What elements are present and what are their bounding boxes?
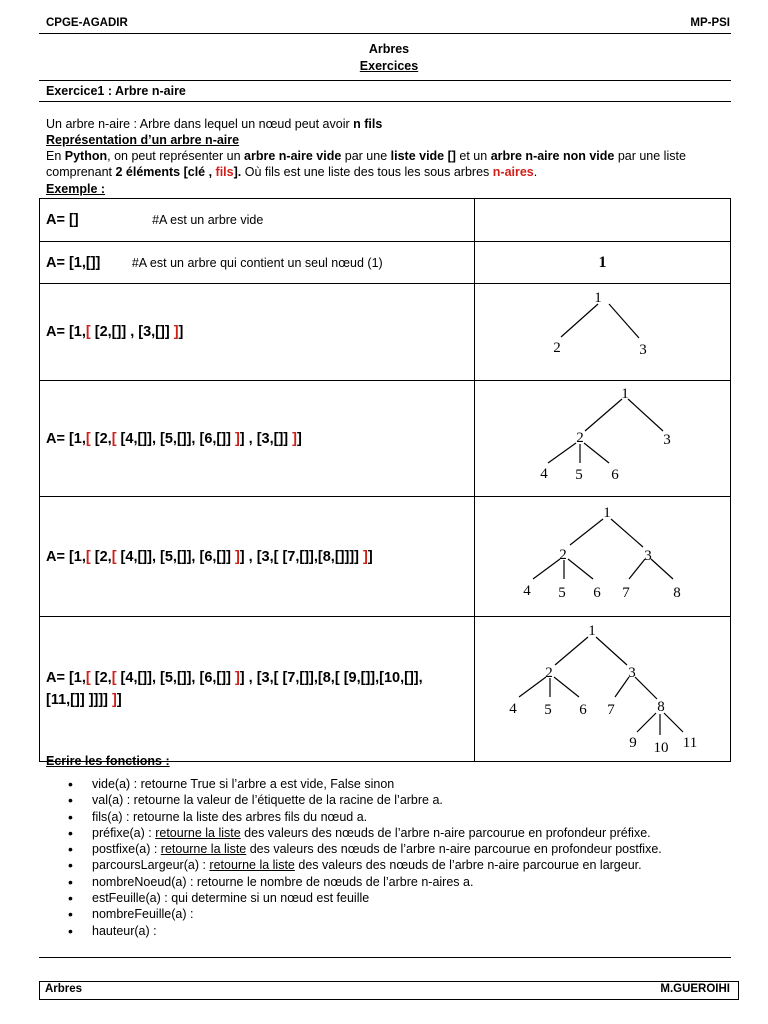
tree-node-label: 3 xyxy=(663,432,671,448)
list-item: • val(a) : retourne la valeur de l’étiquette de la racine de l’arbre a. xyxy=(92,792,662,808)
representation-line-2: comprenant 2 éléments [clé , fils]. Où fils est une liste des tous les sous arbres n-aires. xyxy=(46,165,538,179)
header-rule xyxy=(39,33,731,34)
functions-heading: Ecrire les fonctions : xyxy=(46,754,170,768)
tree-node-label: 4 xyxy=(523,583,531,599)
example-code: A= [1,[ [2,[ [4,[]], [5,[]], [6,[]] ]] , [3,[]] ]] xyxy=(46,430,302,447)
example-tree-cell xyxy=(475,284,731,381)
tree-node-label: 7 xyxy=(607,702,615,718)
example-row-empty xyxy=(40,199,731,242)
exercise-title: Exercice1 : Arbre n-aire xyxy=(46,84,186,98)
functions-list xyxy=(46,776,662,939)
list-item: • préfixe(a) : retourne la liste des valeurs des nœuds de l’arbre n-aire parcourue en profondeur préfixe. xyxy=(92,825,662,841)
header-left: CPGE-AGADIR xyxy=(46,17,128,29)
example-tree-cell xyxy=(475,617,731,762)
examples-table xyxy=(39,198,731,762)
tree-node-label: 2 xyxy=(559,547,567,563)
footer-right: M.GUEROIHI xyxy=(660,983,730,995)
representation-line-1: En Python, on peut représenter un arbre n-aire vide par une liste vide [] et un arbre n-aire non vide par une liste xyxy=(46,149,686,163)
tree-node-label: 6 xyxy=(579,702,587,718)
list-item: • postfixe(a) : retourne la liste des valeurs des nœuds de l’arbre n-aire parcourue en profondeur postfixe. xyxy=(92,841,662,857)
list-item: • hauteur(a) : xyxy=(92,923,662,939)
tree-node-label: 1 xyxy=(588,623,596,639)
definition-text: Un arbre n-aire : Arbre dans lequel un nœud peut avoir n fils xyxy=(46,117,383,131)
example-code: A= [1,[]] xyxy=(46,254,101,271)
example-tree-cell xyxy=(475,242,731,284)
example-tree-cell xyxy=(475,381,731,497)
tree-node-label: 2 xyxy=(545,665,553,681)
list-item: • estFeuille(a) : qui determine si un nœud est feuille xyxy=(92,890,662,906)
example-code: A= [1,[ [2,[ [4,[]], [5,[]], [6,[]] ]] , [3,[ [7,[]],[8,[ [9,[]],[10,[]], [11,[]] ]]]] ]] xyxy=(46,670,423,708)
footer-box xyxy=(39,981,739,1000)
representation-heading: Représentation d’un arbre n-aire xyxy=(46,133,240,147)
tree-node-label: 4 xyxy=(509,701,517,717)
example-code-cell xyxy=(40,381,475,497)
list-item: • fils(a) : retourne la liste des arbres fils du nœud a. xyxy=(92,809,662,825)
tree-diagram xyxy=(475,497,730,613)
example-row-three-levels xyxy=(40,497,731,617)
tree-node-label: 5 xyxy=(575,467,583,483)
tree-node-label: 2 xyxy=(553,340,561,356)
tree-node-label: 1 xyxy=(598,253,607,271)
tree-node-label: 8 xyxy=(657,699,665,715)
example-code-cell xyxy=(40,617,475,762)
example-heading: Exemple : xyxy=(46,182,106,196)
doc-subtitle: Exercices xyxy=(359,59,419,73)
tree-node-label: 4 xyxy=(540,466,548,482)
tree-node-label: 1 xyxy=(594,290,602,306)
tree-node-label: 7 xyxy=(622,585,630,601)
example-comment: #A est un arbre qui contient un seul nœud (1) xyxy=(131,255,383,270)
tree-node-label: 8 xyxy=(673,585,681,601)
example-code-cell xyxy=(40,199,475,242)
example-row-four-levels xyxy=(40,617,731,762)
example-code: A= [1,[ [2,[]] , [3,[]] ]] xyxy=(46,324,184,340)
list-item: • parcoursLargeur(a) : retourne la liste des valeurs des nœuds de l’arbre n-aire parcourue en largeur. xyxy=(92,857,662,873)
tree-node-label: 6 xyxy=(611,467,619,483)
tree-node-label: 5 xyxy=(544,702,552,718)
tree-node-label: 11 xyxy=(682,735,698,751)
list-item: • vide(a) : retourne True si l’arbre a est vide, False sinon xyxy=(92,776,662,792)
footer-left: Arbres xyxy=(45,983,83,995)
example-code: A= [1,[ [2,[ [4,[]], [5,[]], [6,[]] ]] , [3,[ [7,[]],[8,[]]]] ]] xyxy=(46,548,373,565)
example-row-two-levels xyxy=(40,381,731,497)
example-tree-cell xyxy=(475,199,731,242)
list-item: • nombreNoeud(a) : retourne le nombre de nœuds de l’arbre n-aires a. xyxy=(92,874,662,890)
example-code-cell xyxy=(40,497,475,617)
footer-rule xyxy=(39,957,731,958)
example-tree-cell xyxy=(475,497,731,617)
tree-node-label: 6 xyxy=(593,585,601,601)
tree-node-label: 3 xyxy=(639,342,647,358)
tree-node-label: 2 xyxy=(576,430,584,446)
tree-diagram xyxy=(475,381,730,493)
tree-diagram xyxy=(475,617,730,758)
tree-node-label: 5 xyxy=(558,585,566,601)
example-code-cell xyxy=(40,242,475,284)
header-right: MP-PSI xyxy=(690,17,730,29)
example-code-cell xyxy=(40,284,475,381)
example-code: A= [] xyxy=(46,212,79,228)
example-row-three-nodes xyxy=(40,284,731,381)
exercise-rule-top xyxy=(39,80,731,81)
tree-node-label: 9 xyxy=(629,735,637,751)
example-comment: #A est un arbre vide xyxy=(152,213,264,227)
tree-node-label: 1 xyxy=(621,386,629,402)
example-row-single xyxy=(40,242,731,284)
tree-node-label: 10 xyxy=(653,740,669,756)
tree-diagram xyxy=(475,284,730,377)
tree-node-label: 3 xyxy=(644,548,652,564)
doc-title: Arbres xyxy=(368,42,410,56)
tree-node-label: 3 xyxy=(628,665,636,681)
exercise-rule-bottom xyxy=(39,101,731,102)
tree-node-label: 1 xyxy=(603,505,611,521)
list-item: • nombreFeuille(a) : xyxy=(92,906,662,922)
